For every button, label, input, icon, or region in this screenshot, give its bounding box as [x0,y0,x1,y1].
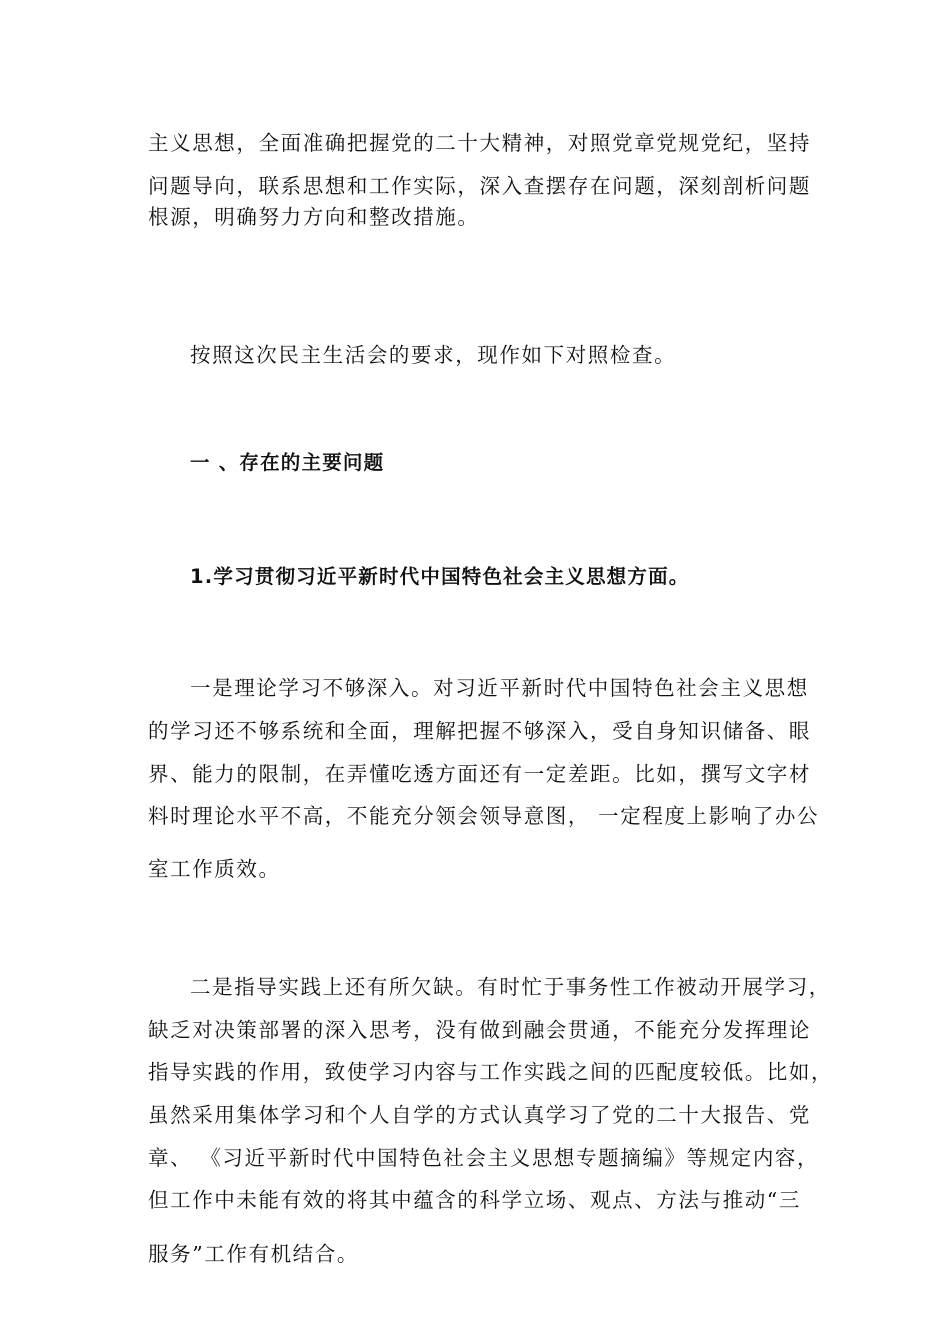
paragraph-two-line-3: 指导实践的作用，致使学习内容与工作实践之间的匹配度较低。比如， [148,1060,834,1084]
paragraph-two-line-2: 缺乏对决策部署的深入思考，没有做到融会贯通，不能充分发挥理论 [148,1018,811,1042]
paragraph-one-line-4: 料时理论水平不高，不能充分领会领导意图， 一定程度上影响了办公 [148,804,820,828]
paragraph-one-line-2: 的学习还不够系统和全面，理解把握不够深入，受自身知识储备、眼 [148,719,811,743]
paragraph-two-line-1: 二是指导实践上还有所欠缺。有时忙于事务性工作被动开展学习， [190,975,831,999]
paragraph-one-line-1: 一是理论学习不够深入。对习近平新时代中国特色社会主义思想 [190,676,809,700]
subsection-heading: 1.学习贯彻习近平新时代中国特色社会主义思想方面。 [190,565,690,588]
paragraph-one-line-3: 界、能力的限制，在弄懂吃透方面还有一定差距。比如，撰写文字材 [148,762,811,786]
intro-line-1: 主义思想，全面准确把握党的二十大精神，对照党章党规党纪，坚持 [148,131,811,155]
section-heading: 一 、存在的主要问题 [190,451,385,474]
paragraph-two-line-5: 章、 《习近平新时代中国特色社会主义思想专题摘编》等规定内容， [148,1146,820,1170]
intro-line-3: 根源，明确努力方向和整改措施。 [148,205,480,229]
check-paragraph: 按照这次民主生活会的要求，现作如下对照检查。 [190,343,677,367]
intro-line-2: 问题导向，联系思想和工作实际，深入查摆存在问题，深刻剖析问题 [148,174,811,198]
paragraph-two-line-4: 虽然采用集体学习和个人自学的方式认真学习了党的二十大报告、党 [148,1103,811,1127]
paragraph-two-line-6: 但工作中未能有效的将其中蕴含的科学立场、观点、方法与推动“三 [148,1188,801,1212]
paragraph-one-line-5: 室工作质效。 [148,857,281,881]
paragraph-two-line-7: 服务”工作有机结合。 [148,1242,359,1266]
